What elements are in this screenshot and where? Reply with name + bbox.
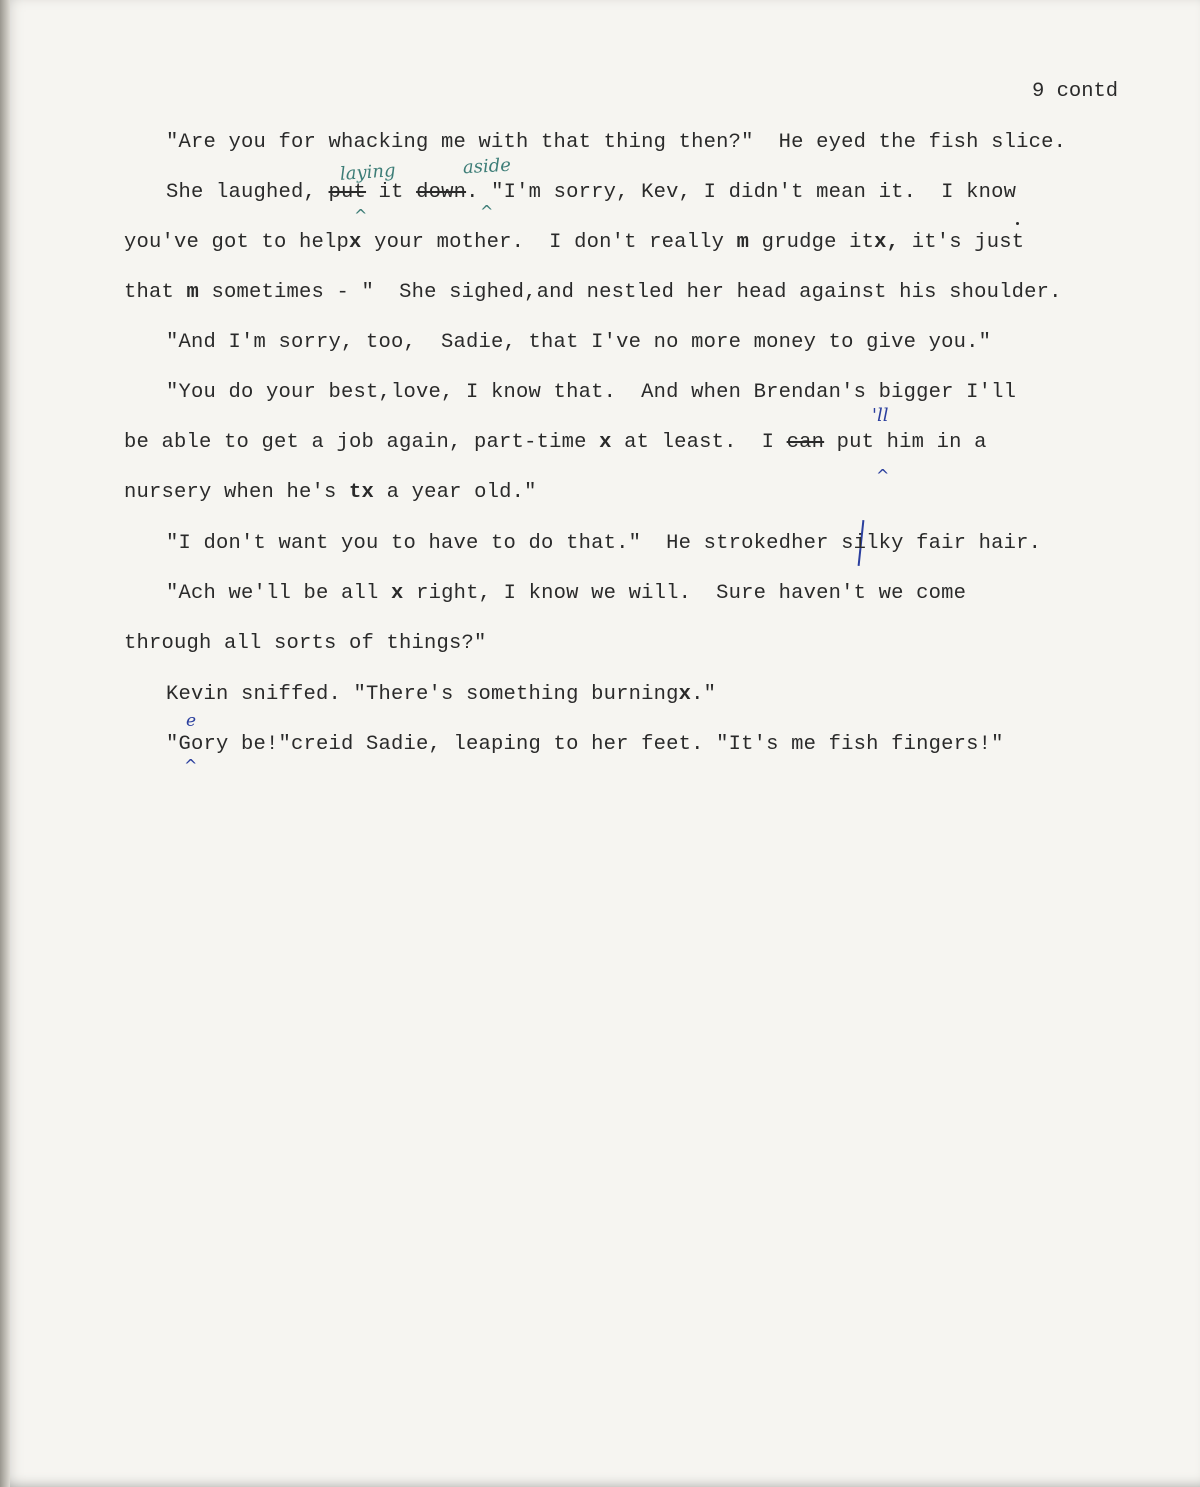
- text-fragment: be able to get a job again, part-time: [124, 431, 600, 454]
- text-fragment: a year old.": [374, 481, 537, 504]
- text-line-13: "Gory be!"creid Sadie, leaping to her feet. "It's me fish fingers!": [166, 733, 1004, 756]
- text-line-8: [124, 481, 537, 505]
- page-number: 9 contd: [1032, 80, 1119, 103]
- strikeover-m: m: [186, 281, 200, 304]
- handwritten-insert-e: e: [186, 711, 197, 731]
- text-line-2: [166, 181, 1016, 205]
- text-fragment: your mother. I don't really: [361, 231, 737, 254]
- strikeover-x: x: [599, 431, 612, 454]
- text-fragment: at least. I: [611, 431, 787, 454]
- text-line-10: [166, 582, 966, 606]
- handwritten-insert-laying: laying: [339, 160, 397, 185]
- text-fragment: that: [124, 281, 187, 304]
- text-fragment: it: [366, 181, 417, 204]
- ink-dot: [1016, 222, 1019, 225]
- text-line-7: [124, 431, 987, 455]
- text-fragment: put him in a: [824, 431, 987, 454]
- text-fragment: sometimes - " She sighed,and nestled her head against his shoulder.: [199, 281, 1062, 304]
- text-fragment: .": [691, 683, 717, 706]
- strikeover-tx: tx: [349, 481, 375, 504]
- text-fragment: it's just: [899, 231, 1025, 254]
- text-fragment: nursery when he's: [124, 481, 350, 504]
- text-line-1: "Are you for whacking me with that thing then?" He eyed the fish slice.: [166, 131, 1067, 154]
- caret-mark: ^: [354, 206, 368, 225]
- caret-mark: ^: [876, 466, 890, 485]
- text-fragment: grudge it: [749, 231, 875, 254]
- text-line-4: [124, 281, 1062, 305]
- struck-word-can: can: [786, 431, 825, 454]
- text-line-6: "You do your best,love, I know that. And when Brendan's bigger I'll: [166, 381, 1017, 404]
- strikeover-x: x: [349, 231, 362, 254]
- struck-word-down: down: [416, 181, 467, 204]
- strikeover-m: m: [736, 231, 750, 254]
- text-line-3: [124, 231, 1024, 255]
- handwritten-insert-aside: aside: [462, 154, 512, 179]
- strikeover-x: x: [678, 683, 692, 706]
- caret-mark: ^: [184, 756, 198, 775]
- text-fragment: She laughed,: [166, 181, 329, 204]
- text-fragment: right, I know we will. Sure haven't we come: [403, 582, 967, 605]
- text-fragment: Kevin sniffed. "There's something burning: [166, 683, 679, 706]
- page-edge-shadow: [0, 0, 10, 1487]
- strikeover-x: x,: [874, 231, 900, 254]
- text-line-5: "And I'm sorry, too, Sadie, that I've no more money to give you.": [166, 331, 992, 354]
- text-fragment: "Ach we'll be all: [166, 582, 392, 605]
- strikeover-x: x: [391, 582, 404, 605]
- struck-word-put: put: [328, 181, 367, 204]
- caret-mark: ^: [480, 202, 494, 221]
- text-line-12: [166, 683, 716, 707]
- handwritten-insert-ll: 'll: [872, 405, 889, 426]
- text-line-9: "I don't want you to have to do that." He strokedher silky fair hair.: [166, 532, 1042, 555]
- text-line-11: through all sorts of things?": [124, 632, 487, 655]
- text-fragment: you've got to help: [124, 231, 350, 254]
- text-fragment: . "I'm sorry, Kev, I didn't mean it. I know: [466, 181, 1017, 204]
